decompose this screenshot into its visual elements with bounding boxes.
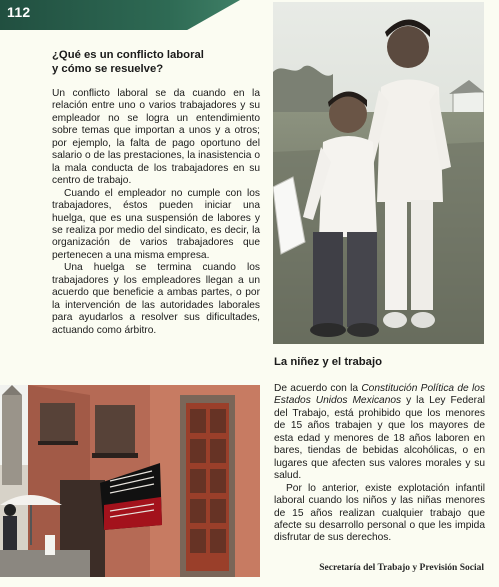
text-segment: y la Ley Federal del Trabajo, está prohibido que los menores de 15 años trabajen y que los mayores de esta edad y menores de 18 años laboren en bares, tiendas de bebidas alcohólicas, o en lugares que afecten sus valores morales y su salud. xyxy=(274,395,485,482)
paragraph-explotacion-infantil: Por lo anterior, existe explotación infantil laboral cuando los niños y las niñas menores de 15 años realizan cualquier trabajo que afecte su desarrollo personal o que les impida disfrutar de sus derechos. xyxy=(274,482,485,544)
publisher-footer: Secretaría del Trabajo y Previsión Social xyxy=(319,563,484,573)
photo-children xyxy=(273,2,484,344)
photo-strike-building xyxy=(0,385,260,577)
ninez-body xyxy=(274,383,485,545)
heading-line-2: y cómo se resuelve? xyxy=(52,63,164,75)
conflicto-body xyxy=(52,88,260,337)
section-heading-ninez: La niñez y el trabajo xyxy=(274,356,382,368)
constitucion-title: Constitución Política de los Estados Unidos Mexicanos xyxy=(274,383,485,407)
page-number: 112 xyxy=(7,4,31,20)
heading-line-1: ¿Qué es un conflicto laboral xyxy=(52,49,204,61)
paragraph-marco-legal xyxy=(274,383,485,483)
text-segment: De acuerdo con la xyxy=(274,383,362,394)
header-banner xyxy=(0,0,240,30)
paragraph-huelga: Cuando el empleador no cumple con los trabajadores, éstos pueden iniciar una huelga, que es una suspensión de labores y se realiza por medio del sindicato, es decir, la organización de varios trabajadores que pertenecen a una misma empresa. xyxy=(52,187,260,261)
paragraph-conflicto-definicion: Un conflicto laboral se da cuando en la relación entre uno o varios trabajadores y su empleador no se logra un entendimiento sobre temas que importan a unos y a otros; por ejemplo, la falta de pago oportuno del salario o de las prestaciones, la inasistencia o la mala conducta de los trabajadores en su centro de trabajo. xyxy=(52,88,260,187)
paragraph-fin-huelga: Una huelga se termina cuando los trabajadores y los empleadores llegan a un acuerdo que beneficie a ambas partes, o por la intervención de las autoridades laborales para ayudarlos a resolver sus dificultades, actuando como árbitro. xyxy=(52,262,260,336)
section-heading-conflicto xyxy=(52,48,252,76)
